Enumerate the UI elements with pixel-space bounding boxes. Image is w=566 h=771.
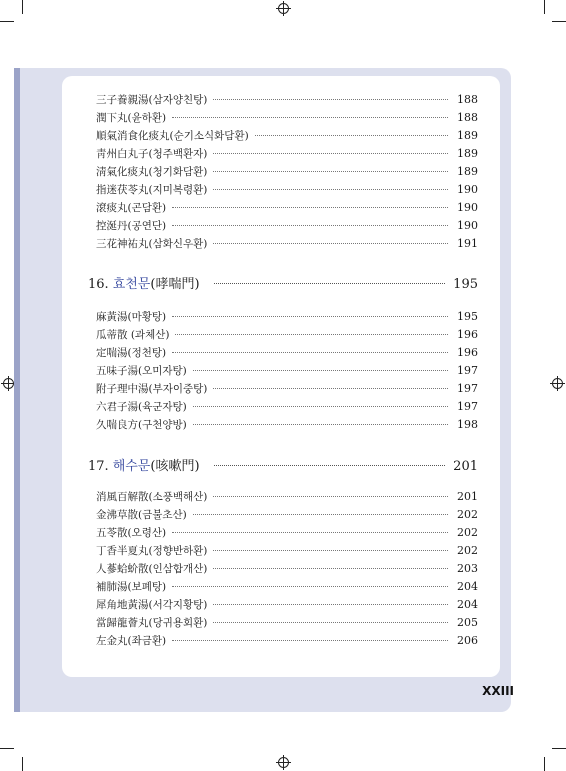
toc-entry[interactable] — [96, 615, 478, 633]
toc-entry[interactable] — [96, 128, 478, 146]
toc-entry[interactable] — [96, 182, 478, 200]
toc-entry[interactable] — [96, 92, 478, 110]
entry-title: 六君子湯(육군자탕) — [96, 401, 187, 413]
entry-title: 當歸龍薈丸(당귀용회환) — [96, 617, 208, 629]
toc-entry[interactable] — [96, 399, 478, 417]
toc-entry[interactable] — [96, 543, 478, 561]
toc-entry[interactable] — [96, 417, 478, 435]
crop-mark — [0, 21, 14, 22]
toc-entry[interactable] — [96, 633, 478, 651]
dot-leader — [213, 189, 448, 190]
registration-mark-icon — [552, 378, 563, 389]
entry-page: 189 — [457, 147, 478, 160]
dot-leader — [213, 388, 448, 389]
entry-title: 順氣消食化痰丸(순기소식화담환) — [96, 130, 249, 142]
crop-mark — [552, 21, 566, 22]
toc-entry[interactable] — [96, 381, 478, 399]
registration-mark-icon — [278, 757, 289, 768]
section-hanja-title: (咳嗽門) — [150, 459, 200, 474]
entry-page: 205 — [457, 616, 478, 629]
dot-leader — [172, 640, 448, 641]
dot-leader — [213, 622, 448, 623]
entry-page: 201 — [457, 490, 478, 503]
entry-title: 控涎丹(공연단) — [96, 220, 167, 232]
toc-entry[interactable] — [96, 236, 478, 254]
toc-entry[interactable] — [96, 327, 478, 345]
dot-leader — [193, 424, 448, 425]
toc-entry[interactable] — [96, 218, 478, 236]
section-korean-title: 효천문 — [112, 277, 151, 292]
section-korean-title: 해수문 — [112, 459, 151, 474]
registration-mark-icon — [3, 378, 14, 389]
entry-title: 麻黃湯(마황탕) — [96, 311, 167, 323]
entry-page: 191 — [457, 237, 478, 250]
dot-leader — [213, 550, 448, 551]
dot-leader — [255, 135, 448, 136]
dot-leader — [172, 532, 448, 533]
entry-title: 滾痰丸(곤담환) — [96, 202, 167, 214]
dot-leader — [193, 406, 448, 407]
crop-mark — [544, 757, 545, 771]
section-number: 17. — [88, 459, 109, 474]
toc-entry[interactable] — [96, 164, 478, 182]
toc-entry[interactable] — [96, 110, 478, 128]
dot-leader — [214, 283, 446, 284]
entry-page: 196 — [457, 346, 478, 359]
entry-page: 198 — [457, 418, 478, 431]
crop-mark — [22, 0, 23, 14]
dot-leader — [213, 568, 448, 569]
entry-title: 人蔘蛤蚧散(인삼합개산) — [96, 563, 208, 575]
entry-page: 195 — [457, 310, 478, 323]
dot-leader — [172, 316, 448, 317]
entry-title: 五苓散(오령산) — [96, 527, 167, 539]
entry-page: 190 — [457, 219, 478, 232]
toc-entry[interactable] — [96, 507, 478, 525]
dot-leader — [213, 496, 448, 497]
entry-title: 瓜蒂散 (과체산) — [96, 329, 170, 341]
toc-entry[interactable] — [96, 525, 478, 543]
entry-title: 丁香半夏丸(정향반하환) — [96, 545, 208, 557]
dot-leader — [213, 171, 448, 172]
toc-entry[interactable] — [96, 200, 478, 218]
entry-title: 犀角地黃湯(서각지황탕) — [96, 599, 208, 611]
dot-leader — [213, 604, 448, 605]
entry-page: 203 — [457, 562, 478, 575]
entry-page: 204 — [457, 598, 478, 611]
section-page: 195 — [453, 277, 478, 292]
entry-page: 202 — [457, 526, 478, 539]
entry-title: 三子養親湯(삼자양친탕) — [96, 94, 208, 106]
toc-entry[interactable] — [96, 309, 478, 327]
crop-mark — [22, 757, 23, 771]
entry-title: 金沸草散(금불초산) — [96, 509, 187, 521]
toc-entry[interactable] — [96, 561, 478, 579]
toc-entry[interactable] — [96, 146, 478, 164]
toc-entry[interactable] — [96, 363, 478, 381]
entry-title: 三花神祐丸(삼화신우환) — [96, 238, 208, 250]
section-hanja-title: (哮喘門) — [150, 277, 200, 292]
dot-leader — [172, 225, 448, 226]
dot-leader — [172, 117, 448, 118]
dot-leader — [213, 153, 448, 154]
toc-entry[interactable] — [96, 345, 478, 363]
registration-mark-icon — [278, 3, 289, 14]
entry-title: 潤下丸(윤하환) — [96, 112, 167, 124]
entry-page: 190 — [457, 183, 478, 196]
toc-entry[interactable] — [96, 579, 478, 597]
page-frame-strip — [14, 68, 20, 712]
dot-leader — [213, 99, 448, 100]
toc-entry[interactable] — [96, 597, 478, 615]
entry-title: 消風百解散(소풍백해산) — [96, 491, 208, 503]
toc-entry[interactable] — [96, 489, 478, 507]
entry-page: 204 — [457, 580, 478, 593]
dot-leader — [213, 243, 448, 244]
section-heading-16[interactable] — [88, 273, 478, 295]
entry-page: 190 — [457, 201, 478, 214]
dot-leader — [193, 514, 448, 515]
entry-page: 197 — [457, 400, 478, 413]
dot-leader — [193, 370, 448, 371]
entry-title: 淸氣化痰丸(청기화담환) — [96, 166, 208, 178]
crop-mark — [552, 748, 566, 749]
entry-page: 188 — [457, 111, 478, 124]
entry-page: 197 — [457, 382, 478, 395]
entry-page: 202 — [457, 508, 478, 521]
section-heading-17[interactable] — [88, 455, 478, 477]
entry-title: 補肺湯(보폐탕) — [96, 581, 167, 593]
crop-mark — [544, 0, 545, 14]
dot-leader — [172, 207, 448, 208]
dot-leader — [172, 352, 448, 353]
entry-page: 197 — [457, 364, 478, 377]
entry-title: 五味子湯(오미자탕) — [96, 365, 187, 377]
dot-leader — [172, 586, 448, 587]
dot-leader — [214, 465, 446, 466]
section-number: 16. — [88, 277, 109, 292]
entry-title: 左金丸(좌금환) — [96, 635, 167, 647]
entry-title: 附子理中湯(부자이중탕) — [96, 383, 208, 395]
entry-page: 196 — [457, 328, 478, 341]
entry-title: 指迷茯苓丸(지미복령환) — [96, 184, 208, 196]
entry-title: 久喘良方(구천양방) — [96, 419, 187, 431]
entry-page: 189 — [457, 129, 478, 142]
entry-title: 定喘湯(정천탕) — [96, 347, 167, 359]
dot-leader — [175, 334, 448, 335]
entry-title: 靑州白丸子(청주백환자) — [96, 148, 208, 160]
crop-mark — [0, 748, 14, 749]
section-page: 201 — [453, 459, 478, 474]
page-number: XXIII — [482, 684, 514, 698]
entry-page: 188 — [457, 93, 478, 106]
entry-page: 189 — [457, 165, 478, 178]
entry-page: 206 — [457, 634, 478, 647]
entry-page: 202 — [457, 544, 478, 557]
